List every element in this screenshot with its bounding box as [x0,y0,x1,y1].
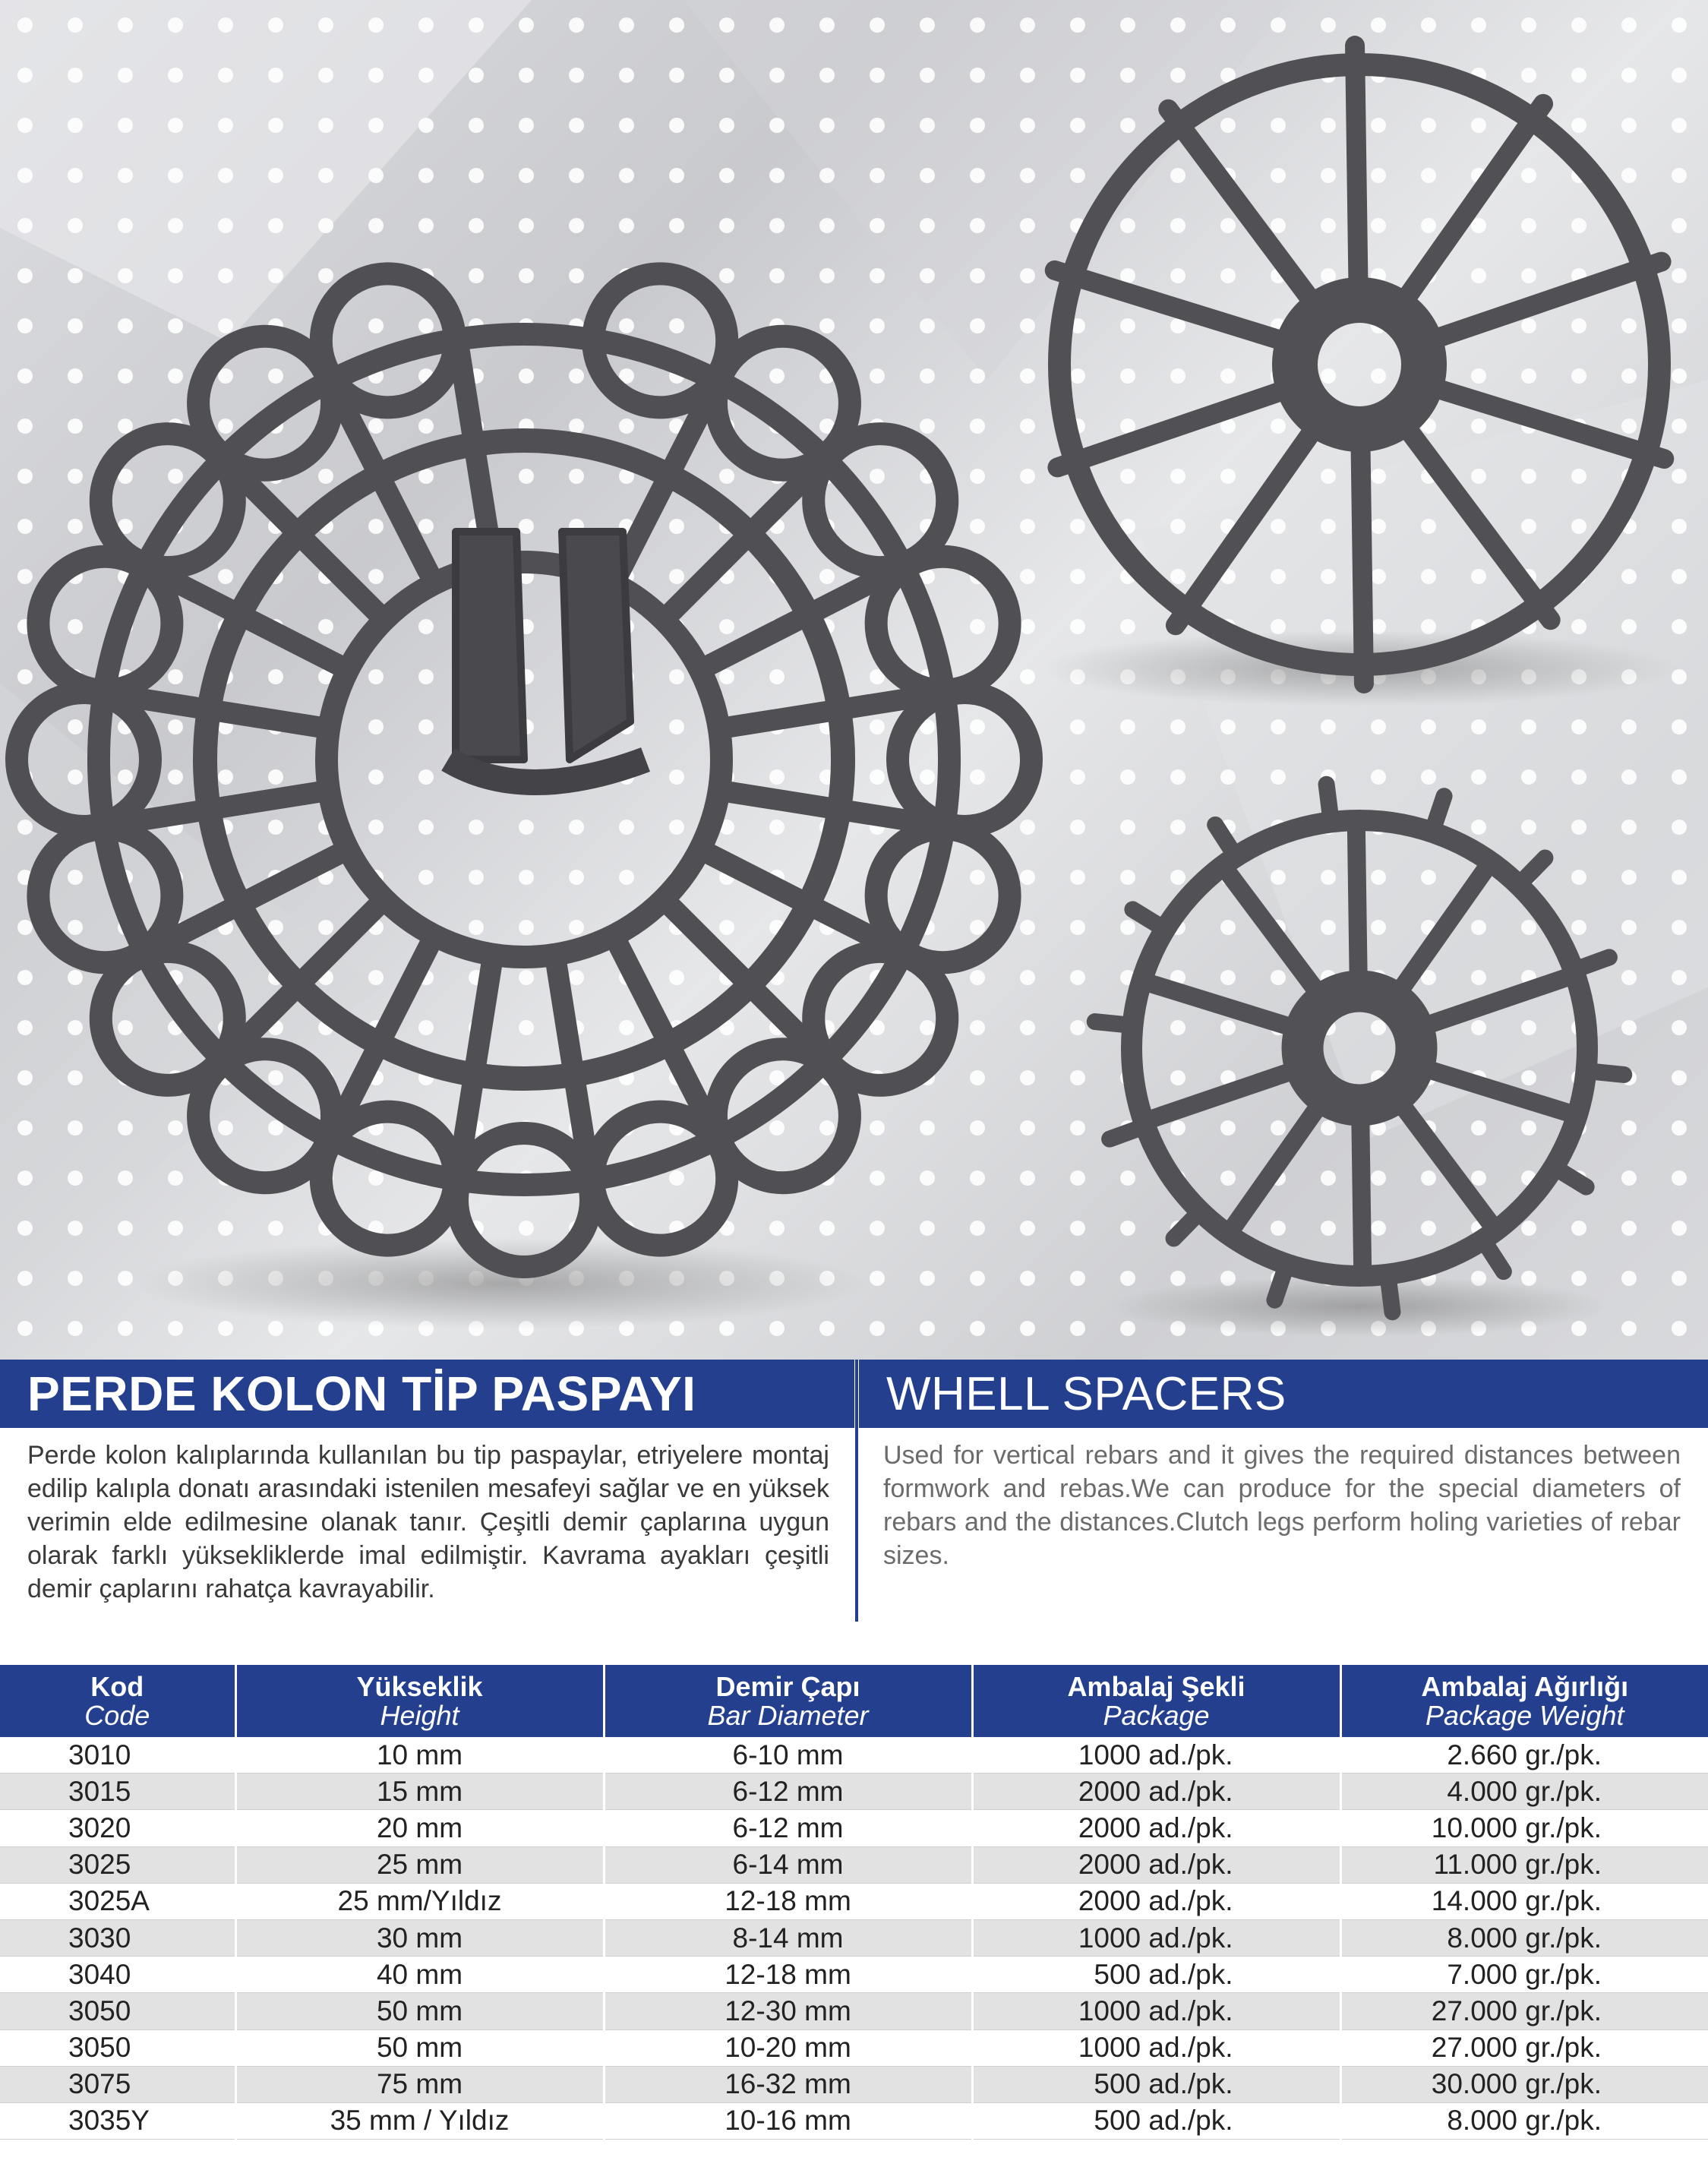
table-row [0,1883,1708,1919]
table-row [0,1919,1708,1956]
column-header-package [972,1665,1340,1737]
table-cell-code: 3010 [0,1737,235,1774]
table-cell-height: 25 mm/Yıldız [235,1883,604,1919]
table-cell-package: 1000 ad./pk. [972,1737,1340,1774]
table-row [0,1774,1708,1810]
column-header-weight [1340,1665,1708,1737]
table-row [0,1737,1708,1774]
table-cell-diameter: 6-14 mm [604,1846,972,1883]
table-cell-package: 1000 ad./pk. [972,1993,1340,2029]
table-cell-code: 3025 [0,1846,235,1883]
table-cell-code: 3035Y [0,2102,235,2139]
table-cell-code: 3015 [0,1774,235,1810]
table-cell-height: 10 mm [235,1737,604,1774]
table-cell-weight: 11.000 gr./pk. [1340,1846,1708,1883]
table-cell-weight: 27.000 gr./pk. [1340,2029,1708,2066]
table-cell-height: 25 mm [235,1846,604,1883]
table-cell-diameter: 12-18 mm [604,1957,972,1993]
table-cell-height: 20 mm [235,1810,604,1846]
page-title-en: WHELL SPACERS [886,1367,1287,1420]
table-cell-diameter: 16-32 mm [604,2066,972,2102]
table-cell-package: 500 ad./pk. [972,2066,1340,2102]
table-cell-package: 2000 ad./pk. [972,1810,1340,1846]
column-header-label-en: Code [84,1699,150,1731]
table-cell-code: 3020 [0,1810,235,1846]
column-header-label-en: Package Weight [1425,1699,1624,1731]
table-cell-code: 3030 [0,1919,235,1956]
column-header-height [235,1665,604,1737]
table-cell-height: 30 mm [235,1919,604,1956]
table-row [0,2029,1708,2066]
title-band-en [859,1360,1708,1428]
table-cell-diameter: 6-12 mm [604,1810,972,1846]
description-tr: Perde kolon kalıplarında kullanılan bu tip paspaylar, etriyelere montaj edilip kalıpla donatı arasındaki istenilen mesafeyi sağlar ve en yüksek verimin elde edilmesine olanak tanır. Çeşitli demir çaplarına uygun olarak farklı yüksekliklerde imal edilmiştir. Kavrama ayakları çeşitli demir çaplarını rahatça kavrayabilir. [27,1441,829,1603]
title-band-tr [0,1360,854,1428]
table-cell-package: 2000 ad./pk. [972,1846,1340,1883]
table-cell-diameter: 10-16 mm [604,2102,972,2139]
table-cell-height: 15 mm [235,1774,604,1810]
column-header-label-tr: Ambalaj Ağırlığı [1421,1670,1629,1702]
column-header-label-tr: Demir Çapı [715,1670,860,1702]
column-header-label-en: Package [1103,1699,1210,1731]
column-header-label-en: Height [380,1699,459,1731]
column-header-label-en: Bar Diameter [707,1699,869,1731]
table-cell-code: 3050 [0,1993,235,2029]
table-cell-height: 40 mm [235,1957,604,1993]
table-cell-weight: 7.000 gr./pk. [1340,1957,1708,1993]
table-cell-diameter: 6-10 mm [604,1737,972,1774]
table-row [0,1957,1708,1993]
page-title-tr: PERDE KOLON TİP PASPAYI [27,1366,696,1421]
table-row [0,1810,1708,1846]
table-cell-package: 1000 ad./pk. [972,1919,1340,1956]
column-header-label-tr: Yükseklik [356,1670,483,1702]
table-cell-weight: 8.000 gr./pk. [1340,1919,1708,1956]
table-cell-diameter: 6-12 mm [604,1774,972,1810]
table-cell-weight: 30.000 gr./pk. [1340,2066,1708,2102]
description-en: Used for vertical rebars and it gives the required distances between formwork and rebas.We can produce for the special diameters of rebars and the distances.Clutch legs perform holing varieties of rebar sizes. [883,1441,1681,1570]
table-cell-diameter: 12-18 mm [604,1883,972,1919]
table-row [0,1846,1708,1883]
table-cell-package: 1000 ad./pk. [972,2029,1340,2066]
table-row [0,2102,1708,2139]
table-cell-height: 35 mm / Yıldız [235,2102,604,2139]
spec-table-header [0,1665,1708,1737]
spec-table [0,1665,1708,2140]
table-cell-package: 2000 ad./pk. [972,1774,1340,1810]
column-header-label-tr: Kod [90,1670,144,1702]
table-cell-weight: 10.000 gr./pk. [1340,1810,1708,1846]
table-cell-weight: 8.000 gr./pk. [1340,2102,1708,2139]
table-cell-diameter: 12-30 mm [604,1993,972,2029]
table-cell-package: 2000 ad./pk. [972,1883,1340,1919]
table-cell-code: 3040 [0,1957,235,1993]
table-cell-height: 75 mm [235,2066,604,2102]
column-header-label-tr: Ambalaj Şekli [1067,1670,1245,1702]
table-row [0,2066,1708,2102]
table-cell-package: 500 ad./pk. [972,1957,1340,1993]
column-divider [855,1360,858,1622]
table-cell-code: 3075 [0,2066,235,2102]
table-cell-package: 500 ad./pk. [972,2102,1340,2139]
table-cell-diameter: 8-14 mm [604,1919,972,1956]
table-cell-height: 50 mm [235,1993,604,2029]
column-header-diameter [604,1665,972,1737]
table-cell-code: 3025A [0,1883,235,1919]
table-cell-code: 3050 [0,2029,235,2066]
table-cell-weight: 4.000 gr./pk. [1340,1774,1708,1810]
table-cell-weight: 14.000 gr./pk. [1340,1883,1708,1919]
table-row [0,1993,1708,2029]
table-cell-weight: 27.000 gr./pk. [1340,1993,1708,2029]
column-header-code [0,1665,235,1737]
table-cell-weight: 2.660 gr./pk. [1340,1737,1708,1774]
table-cell-diameter: 10-20 mm [604,2029,972,2066]
table-cell-height: 50 mm [235,2029,604,2066]
